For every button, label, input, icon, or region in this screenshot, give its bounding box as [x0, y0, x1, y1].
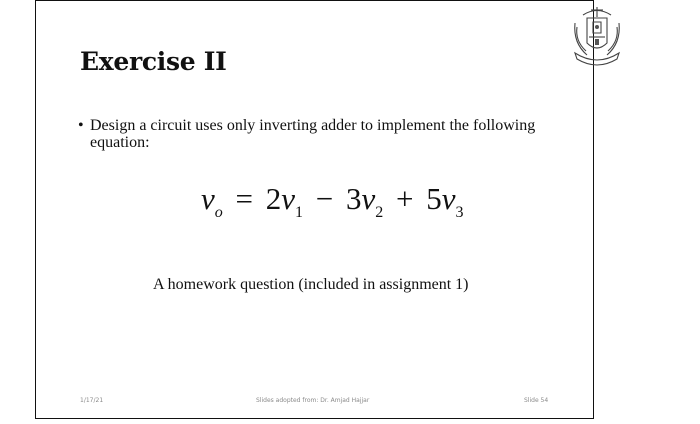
homework-note: A homework question (included in assignment 1) [153, 276, 469, 293]
equation-t3-sub: 3 [455, 204, 464, 221]
equation-t3-coef: 5 [426, 181, 442, 216]
footer-credit: Slides adopted from: Dr. Amjad Hajjar [256, 397, 370, 404]
footer-date: 1/17/21 [80, 397, 104, 404]
equation-lhs-var: v [201, 181, 215, 216]
equation-minus: − [315, 181, 334, 216]
slide-title: Exercise II [80, 47, 227, 76]
slide [35, 0, 594, 419]
equation-t3-var: v [441, 181, 456, 216]
equation-t2-sub: 2 [375, 204, 384, 221]
bullet-text: Design a circuit uses only inverting adder to implement the following equation: [90, 117, 536, 151]
equation [201, 181, 464, 221]
equation-t1-var: v [281, 181, 296, 216]
footer-slide-number: Slide 54 [524, 397, 549, 404]
equation-t1-sub: 1 [295, 204, 304, 221]
university-emblem-icon [569, 3, 625, 69]
bullet-dot-icon: • [78, 117, 84, 134]
equation-lhs-sub: o [214, 204, 223, 221]
equation-t1-coef: 2 [265, 181, 282, 216]
equation-equals: = [235, 181, 253, 216]
equation-t2-var: v [361, 181, 376, 216]
equation-plus: + [396, 181, 414, 216]
equation-t2-coef: 3 [346, 181, 362, 216]
